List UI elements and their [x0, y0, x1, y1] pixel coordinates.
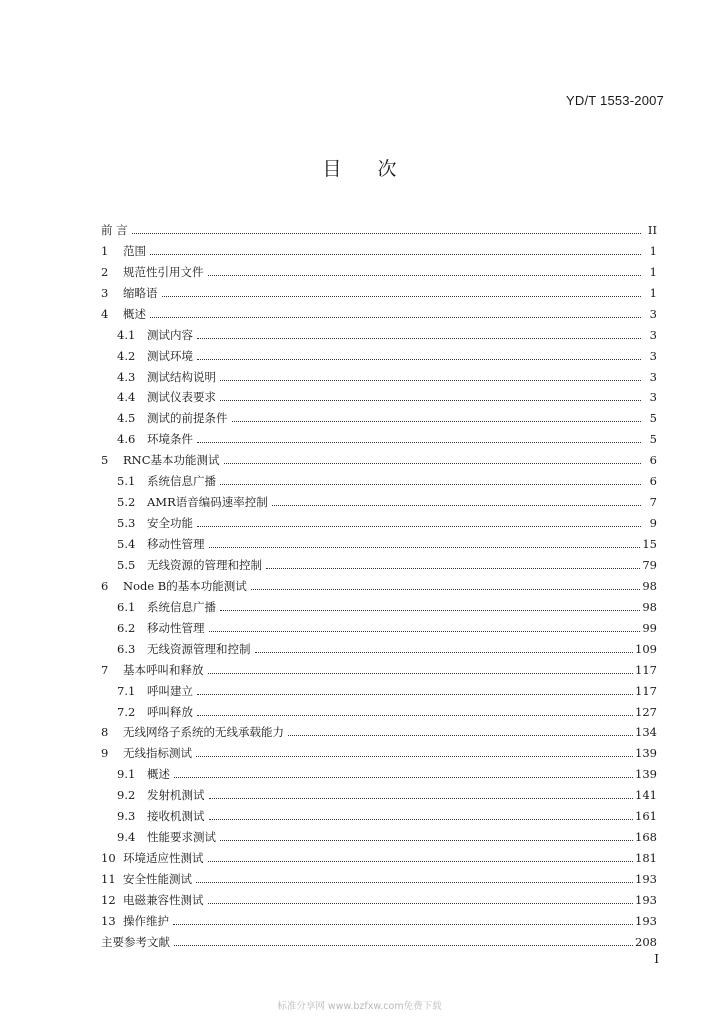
- toc-entry[interactable]: [101, 614, 657, 635]
- toc-entry[interactable]: [101, 488, 657, 509]
- toc-entry-number: 4.2: [117, 348, 136, 363]
- toc-entry[interactable]: [101, 760, 657, 781]
- toc-entry-title: RNC基本功能测试: [123, 453, 220, 468]
- toc-heading: [0, 154, 719, 181]
- toc-entry-title: 测试内容: [147, 327, 193, 342]
- toc-entry[interactable]: [101, 404, 657, 425]
- toc-entry-title: 范围: [123, 243, 146, 258]
- toc-entry-page: 98: [642, 578, 657, 593]
- toc-entry[interactable]: [101, 781, 657, 802]
- toc-heading-char-1: 目: [322, 158, 342, 180]
- toc-entry-page: 6: [649, 453, 657, 468]
- toc-entry[interactable]: [101, 865, 657, 886]
- toc-entry-title: 移动性管理: [147, 537, 205, 551]
- toc-entry-page: 1: [649, 243, 657, 258]
- toc-entry-page: 1: [649, 264, 657, 279]
- toc-entry[interactable]: [101, 425, 657, 446]
- toc-leader-dots: [209, 818, 634, 820]
- toc-entry[interactable]: [101, 321, 657, 342]
- toc-entry-page: 139: [635, 746, 657, 761]
- toc-entry-title: 操作维护: [123, 913, 169, 928]
- toc-entry-number: 7: [101, 662, 109, 677]
- page-number: I: [654, 952, 659, 966]
- toc-entry-number: 1: [101, 243, 109, 258]
- toc-entry-title: 发射机测试: [147, 788, 205, 803]
- toc-leader-dots: [220, 609, 640, 611]
- toc-entry-page: 139: [635, 767, 657, 782]
- toc-entry-title: 移动性管理: [147, 620, 205, 635]
- toc-entry-title: 测试的前提条件: [147, 411, 228, 426]
- watermark: 标准分享网 www.bzfxw.com免费下载: [277, 1001, 442, 1012]
- toc-entry-page: 3: [649, 348, 657, 363]
- toc-leader-dots: [251, 588, 641, 590]
- toc-leader-dots: [208, 672, 634, 674]
- toc-leader-dots: [255, 651, 634, 653]
- toc-entry-page: 15: [642, 537, 657, 551]
- toc-leader-dots: [150, 316, 641, 318]
- toc-leader-dots: [208, 274, 642, 276]
- toc-entry-page: 99: [642, 620, 657, 635]
- toc-entry-page: 117: [635, 662, 657, 677]
- toc-entry-page: 7: [649, 495, 657, 510]
- toc-entry-title: 基本呼叫和释放: [123, 662, 204, 677]
- toc-entry-title: AMR语音编码速率控制: [147, 495, 268, 510]
- toc-entry-page: 6: [649, 474, 657, 489]
- toc-entry-number: 4.5: [117, 411, 136, 426]
- toc-entry-title: 性能要求测试: [147, 830, 216, 845]
- toc-entry-page: 193: [635, 913, 657, 928]
- toc-entry-title: 接收机测试: [147, 809, 205, 824]
- toc-entry-page: 5: [649, 411, 657, 426]
- toc-entry-title: 环境条件: [147, 432, 193, 447]
- toc-entry-number: 3: [101, 285, 109, 300]
- toc-entry-title: 安全功能: [147, 516, 193, 531]
- toc-entry-number: 5: [101, 453, 109, 468]
- toc-entry-number: 4.3: [117, 369, 136, 384]
- toc-entry-number: 4.6: [117, 432, 136, 447]
- toc-entry-title: 系统信息广播: [147, 474, 216, 489]
- toc-entry-title: Node B的基本功能测试: [123, 578, 247, 593]
- toc-entry-title: 概述: [123, 306, 146, 321]
- toc-entry-page: 181: [635, 851, 657, 866]
- document-code: YD/T 1553-2007: [566, 93, 664, 108]
- toc-entry-number: 6.3: [117, 641, 136, 656]
- toc-entry-number: 10: [101, 851, 116, 866]
- toc-entry-page: 161: [635, 809, 657, 824]
- toc-entry-page: 134: [635, 725, 657, 740]
- toc-entry-number: 6: [101, 578, 109, 593]
- toc-leader-dots: [224, 462, 641, 464]
- toc-entry-title: 测试环境: [147, 348, 193, 363]
- toc-entry-page: 9: [649, 516, 657, 531]
- toc-entry-title: 概述: [147, 767, 170, 782]
- toc-entry[interactable]: [101, 802, 657, 823]
- toc-leader-dots: [266, 567, 640, 569]
- toc-leader-dots: [132, 232, 641, 234]
- toc-entry[interactable]: [101, 446, 657, 467]
- toc-entry-number: 5.3: [117, 516, 136, 531]
- toc-entry-page: 208: [635, 934, 657, 949]
- toc-entry-number: 4: [101, 306, 109, 321]
- toc-leader-dots: [209, 546, 641, 548]
- toc-entry-title: 规范性引用文件: [123, 264, 204, 279]
- toc-entry[interactable]: [101, 677, 657, 698]
- toc-entry-page: 109: [635, 641, 657, 656]
- toc-entry-number: 4.4: [117, 390, 136, 405]
- toc-entry[interactable]: [101, 384, 657, 405]
- toc-entry-number: 9.3: [117, 809, 136, 824]
- toc-leader-dots: [196, 881, 633, 883]
- toc-entry-page: II: [647, 222, 657, 237]
- toc-leader-dots: [197, 441, 641, 443]
- toc-entry[interactable]: [101, 530, 657, 551]
- toc-entry-title: 主要参考文献: [101, 934, 170, 949]
- toc-entry-page: 127: [635, 704, 657, 719]
- toc-leader-dots: [197, 337, 641, 339]
- toc-entry-page: 168: [635, 830, 657, 845]
- toc-entry[interactable]: [101, 216, 657, 237]
- toc-entry[interactable]: [101, 279, 657, 300]
- toc-entry-title: 测试仪表要求: [147, 390, 216, 405]
- toc-entry-title: 测试结构说明: [147, 369, 216, 384]
- toc-entry-title: 缩略语: [123, 285, 158, 300]
- toc-leader-dots: [208, 860, 634, 862]
- toc-leader-dots: [220, 399, 641, 401]
- toc-entry[interactable]: [101, 363, 657, 384]
- toc-leader-dots: [209, 630, 641, 632]
- toc-leader-dots: [173, 923, 633, 925]
- toc-entry-page: 1: [649, 285, 657, 300]
- toc-entry-title: 系统信息广播: [147, 599, 216, 614]
- toc-entry-number: 12: [101, 892, 116, 907]
- toc-leader-dots: [174, 776, 633, 778]
- toc-entry-number: 11: [101, 872, 116, 886]
- toc-entry[interactable]: [101, 928, 657, 949]
- toc-entry-page: 3: [649, 306, 657, 321]
- toc-leader-dots: [197, 525, 641, 527]
- toc-entry-title: 环境适应性测试: [123, 851, 204, 866]
- toc-leader-dots: [208, 902, 634, 904]
- toc-entry-page: 3: [649, 369, 657, 384]
- toc-leader-dots: [150, 253, 641, 255]
- table-of-contents: [101, 216, 657, 949]
- toc-leader-dots: [220, 379, 641, 381]
- toc-entry[interactable]: [101, 509, 657, 530]
- toc-leader-dots: [220, 483, 641, 485]
- toc-entry[interactable]: [101, 844, 657, 865]
- toc-entry-number: 7.1: [117, 683, 136, 698]
- toc-entry-number: 8: [101, 725, 109, 740]
- toc-leader-dots: [209, 797, 634, 799]
- toc-leader-dots: [288, 734, 633, 736]
- toc-entry-number: 5.4: [117, 537, 136, 551]
- toc-entry-page: 193: [635, 892, 657, 907]
- toc-leader-dots: [162, 295, 642, 297]
- toc-entry[interactable]: [101, 467, 657, 488]
- toc-entry-page: 193: [635, 872, 657, 886]
- toc-entry-title: 电磁兼容性测试: [123, 892, 204, 907]
- toc-entry[interactable]: [101, 719, 657, 740]
- toc-leader-dots: [197, 693, 633, 695]
- toc-leader-dots: [220, 839, 633, 841]
- toc-leader-dots: [174, 944, 633, 946]
- toc-leader-dots: [196, 755, 633, 757]
- toc-entry-number: 9.1: [117, 767, 136, 782]
- toc-entry[interactable]: [101, 258, 657, 279]
- toc-entry[interactable]: [101, 572, 657, 593]
- toc-entry[interactable]: [101, 593, 657, 614]
- toc-entry-number: 9.2: [117, 788, 136, 803]
- toc-entry-number: 4.1: [117, 327, 136, 342]
- toc-entry[interactable]: [101, 886, 657, 907]
- toc-entry[interactable]: [101, 656, 657, 677]
- toc-entry[interactable]: [101, 823, 657, 844]
- toc-entry-page: 5: [649, 432, 657, 447]
- toc-leader-dots: [232, 420, 642, 422]
- toc-entry-number: 7.2: [117, 704, 136, 719]
- toc-entry-page: 141: [635, 788, 657, 803]
- toc-entry-page: 3: [649, 390, 657, 405]
- toc-entry-page: 79: [642, 557, 657, 572]
- toc-heading-char-2: 次: [377, 158, 397, 180]
- toc-entry-page: 117: [635, 683, 657, 698]
- toc-entry[interactable]: [101, 698, 657, 719]
- toc-entry-title: 呼叫建立: [147, 683, 193, 698]
- toc-entry-title: 呼叫释放: [147, 704, 193, 719]
- toc-leader-dots: [272, 504, 641, 506]
- toc-leader-dots: [197, 358, 641, 360]
- toc-entry-number: 13: [101, 913, 116, 928]
- toc-entry-number: 9.4: [117, 830, 136, 845]
- toc-entry-title: 无线网络子系统的无线承载能力: [123, 725, 284, 740]
- toc-entry[interactable]: [101, 551, 657, 572]
- toc-entry-title: 无线资源管理和控制: [147, 641, 251, 656]
- toc-entry-number: 5.2: [117, 495, 136, 510]
- toc-entry[interactable]: [101, 342, 657, 363]
- toc-entry[interactable]: [101, 237, 657, 258]
- toc-leader-dots: [197, 714, 633, 716]
- toc-entry[interactable]: [101, 907, 657, 928]
- toc-entry-number: 5.1: [117, 474, 136, 489]
- toc-entry-page: 3: [649, 327, 657, 342]
- toc-entry-number: 2: [101, 264, 109, 279]
- toc-entry-title: 无线指标测试: [123, 746, 192, 761]
- toc-entry-number: 6.2: [117, 620, 136, 635]
- toc-entry-title: 无线资源的管理和控制: [147, 557, 262, 572]
- toc-entry-number: 6.1: [117, 599, 136, 614]
- toc-entry-number: 9: [101, 746, 109, 761]
- toc-entry[interactable]: [101, 300, 657, 321]
- toc-entry[interactable]: [101, 739, 657, 760]
- toc-entry-number: 5.5: [117, 557, 136, 572]
- toc-entry[interactable]: [101, 635, 657, 656]
- toc-entry-title: 前 言: [101, 222, 128, 237]
- toc-entry-title: 安全性能测试: [123, 872, 192, 886]
- toc-entry-page: 98: [642, 599, 657, 614]
